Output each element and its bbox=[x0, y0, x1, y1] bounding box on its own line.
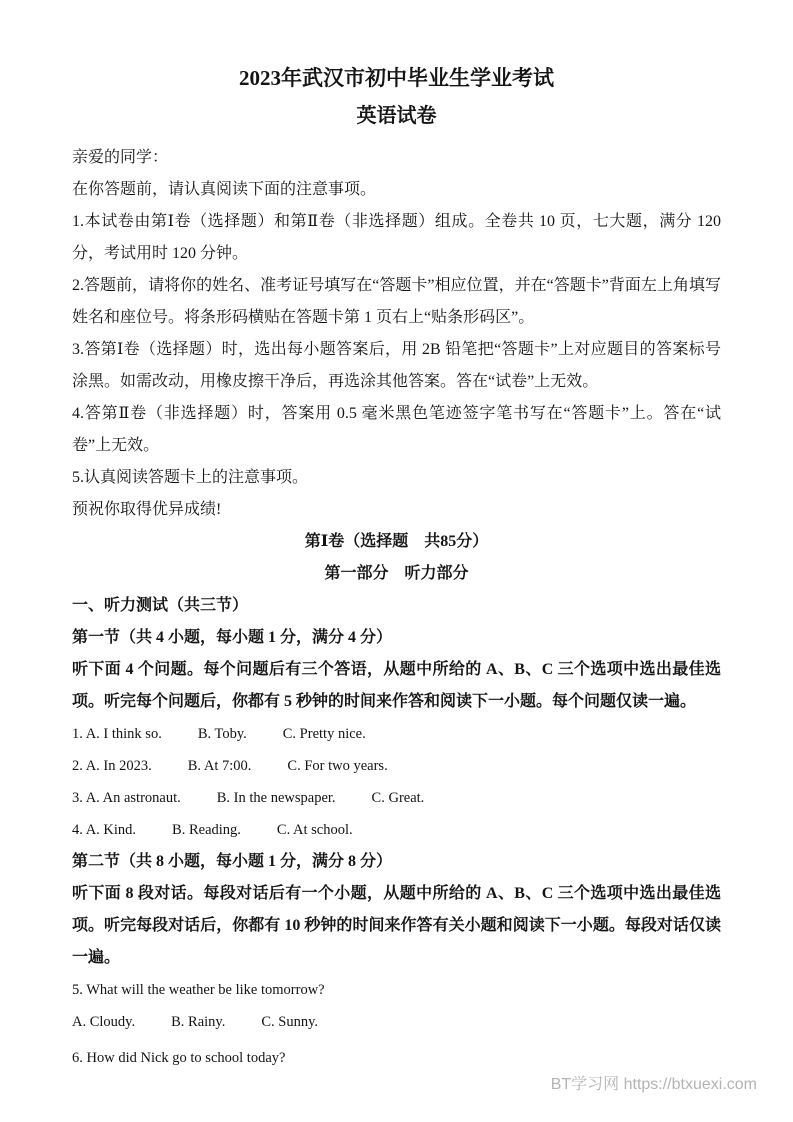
section1-description: 听下面 4 个问题。每个问题后有三个答语，从题中所给的 A、B、C 三个选项中选出最佳选项。听完每个问题后，你都有 5 秒钟的时间来作答和阅读下一小题。每个问题仅读一遍。 bbox=[72, 661, 721, 710]
question-1-options-row bbox=[72, 718, 721, 750]
question-option: 3. A. An astronaut. bbox=[72, 790, 181, 806]
question-6-text: 6. How did Nick go to school today? bbox=[72, 1050, 286, 1066]
watermark: BT学习网 https://btxuexi.com bbox=[550, 1076, 757, 1093]
exam-subtitle: 英语试卷 bbox=[356, 105, 437, 127]
question-2-options-row bbox=[72, 750, 721, 782]
listening-section-title: 一、听力测试（共三节） bbox=[72, 597, 249, 614]
question-5-text: 5. What will the weather be like tomorrow? bbox=[72, 982, 325, 998]
question-option: B. Rainy. bbox=[171, 1014, 226, 1030]
question-option: 4. A. Kind. bbox=[72, 822, 137, 838]
question-3-options-row bbox=[72, 782, 721, 814]
exam-title: 2023年武汉市初中毕业生学业考试 bbox=[239, 66, 554, 90]
question-4-options-row bbox=[72, 814, 721, 846]
section2-description: 听下面 8 段对话。每段对话后有一个小题，从题中所给的 A、B、C 三个选项中选出最佳选项。听完每段对话后，你都有 10 秒钟的时间来作答有关小题和阅读下一小题。每段对话仅读一遍。 bbox=[72, 885, 721, 966]
volume-header: 第Ⅰ卷（选择题 共85分） bbox=[304, 533, 489, 550]
question-option: B. Toby. bbox=[197, 726, 247, 742]
question-option: B. At 7:00. bbox=[187, 758, 252, 774]
question-option: C. At school. bbox=[276, 822, 353, 838]
salutation: 亲爱的同学： bbox=[72, 149, 169, 166]
question-option: A. Cloudy. bbox=[72, 1014, 136, 1030]
section1-title: 第一节（共 4 小题，每小题 1 分，满分 4 分） bbox=[72, 629, 393, 646]
notice-item-1: 1.本试卷由第Ⅰ卷（选择题）和第Ⅱ卷（非选择题）组成。全卷共 10 页，七大题，满分 120 分，考试用时 120 分钟。 bbox=[72, 213, 721, 262]
question-option: C. Sunny. bbox=[261, 1014, 319, 1030]
notice-item-5: 5.认真阅读答题卡上的注意事项。 bbox=[72, 469, 309, 486]
question-option: C. Great. bbox=[371, 790, 425, 806]
question-option: 1. A. I think so. bbox=[72, 726, 162, 742]
question-option: 2. A. In 2023. bbox=[72, 758, 152, 774]
notice-intro: 在你答题前，请认真阅读下面的注意事项。 bbox=[72, 181, 377, 198]
section2-title: 第二节（共 8 小题，每小题 1 分，满分 8 分） bbox=[72, 853, 393, 870]
part-header: 第一部分 听力部分 bbox=[324, 565, 469, 582]
question-option: C. Pretty nice. bbox=[282, 726, 366, 742]
notice-item-4: 4.答第Ⅱ卷（非选择题）时，答案用 0.5 毫米黑色笔迹签字笔书写在“答题卡”上。答在“试卷”上无效。 bbox=[72, 405, 721, 454]
question-option: C. For two years. bbox=[287, 758, 388, 774]
exam-body bbox=[72, 142, 721, 1074]
notice-item-2: 2.答题前，请将你的姓名、准考证号填写在“答题卡”相应位置，并在“答题卡”背面左上角填写姓名和座位号。将条形码横贴在答题卡第 1 页右上“贴条形码区”。 bbox=[72, 277, 721, 326]
notice-item-3: 3.答第Ⅰ卷（选择题）时，选出每小题答案后，用 2B 铅笔把“答题卡”上对应题目的答案标号涂黑。如需改动，用橡皮擦干净后，再选涂其他答案。答在“试卷”上无效。 bbox=[72, 341, 721, 390]
wish-line: 预祝你取得优异成绩! bbox=[72, 501, 222, 518]
question-5-options-row bbox=[72, 1006, 721, 1038]
question-option: B. Reading. bbox=[172, 822, 241, 838]
question-option: B. In the newspaper. bbox=[216, 790, 336, 806]
